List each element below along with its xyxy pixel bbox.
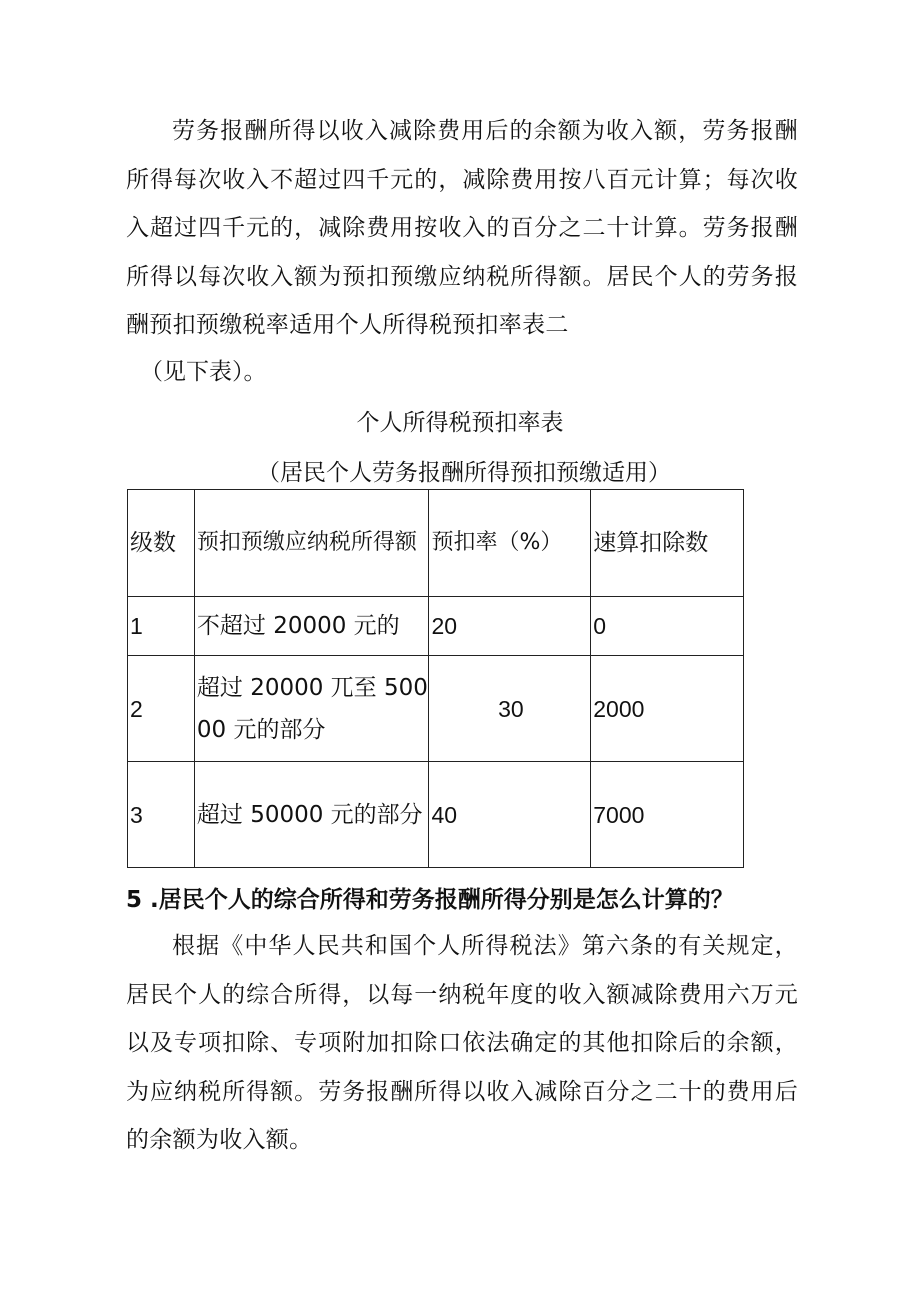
withholding-rate-table	[127, 489, 744, 868]
header-level: 级数	[128, 490, 195, 597]
paragraph-labor-remuneration: 劳务报酬所得以收入减除费用后的余额为收入额，劳务报酬所得每次收入不超过四千元的，减除费用按八百元计算；每次收入超过四千元的，减除费用按收入的百分之二十计算。劳务报酬所得以每次收入额为预扣预缴应纳税所得额。居民个人的劳务报酬预扣预缴税率适用个人所得税预扣率表二	[126, 118, 798, 338]
table-row	[128, 597, 744, 656]
table-row	[128, 656, 744, 762]
see-below-note: （见下表）。	[140, 359, 267, 385]
cell-rate: 20	[429, 597, 591, 656]
cell-quick-deduction: 2000	[591, 656, 744, 762]
header-taxable-income: 预扣预缴应纳税所得额	[194, 490, 429, 597]
cell-level: 2	[128, 656, 195, 762]
table-row	[128, 762, 744, 868]
cell-level: 3	[128, 762, 195, 868]
section-heading-5: 5 .居民个人的综合所得和劳务报酬所得分别是怎么计算的？	[126, 887, 734, 913]
table-header-row	[128, 490, 744, 597]
cell-quick-deduction: 7000	[591, 762, 744, 868]
cell-level: 1	[128, 597, 195, 656]
cell-taxable-income: 超过 20000 兀至 50000 元的部分	[194, 656, 429, 762]
cell-rate: 40	[429, 762, 591, 868]
cell-quick-deduction: 0	[591, 597, 744, 656]
paragraph-comprehensive-income: 根据《中华人民共和国个人所得税法》第六条的有关规定，居民个人的综合所得，以每一纳税年度的收入额减除费用六万元以及专项扣除、专项附加扣除口依法确定的其他扣除后的余额，为应纳税所得额。劳务报酬所得以收入减除百分之二十的费用后的余额为收入额。	[126, 933, 798, 1153]
table-subtitle: （居民个人劳务报酬所得预扣预缴适用）	[257, 460, 671, 486]
table-title: 个人所得税预扣率表	[356, 410, 564, 436]
cell-taxable-income: 不超过 20000 元的	[194, 597, 429, 656]
cell-taxable-income: 超过 50000 元的部分	[194, 762, 429, 868]
cell-rate: 30	[429, 656, 591, 762]
header-rate: 预扣率（%）	[429, 490, 591, 597]
header-quick-deduction: 速算扣除数	[591, 490, 744, 597]
